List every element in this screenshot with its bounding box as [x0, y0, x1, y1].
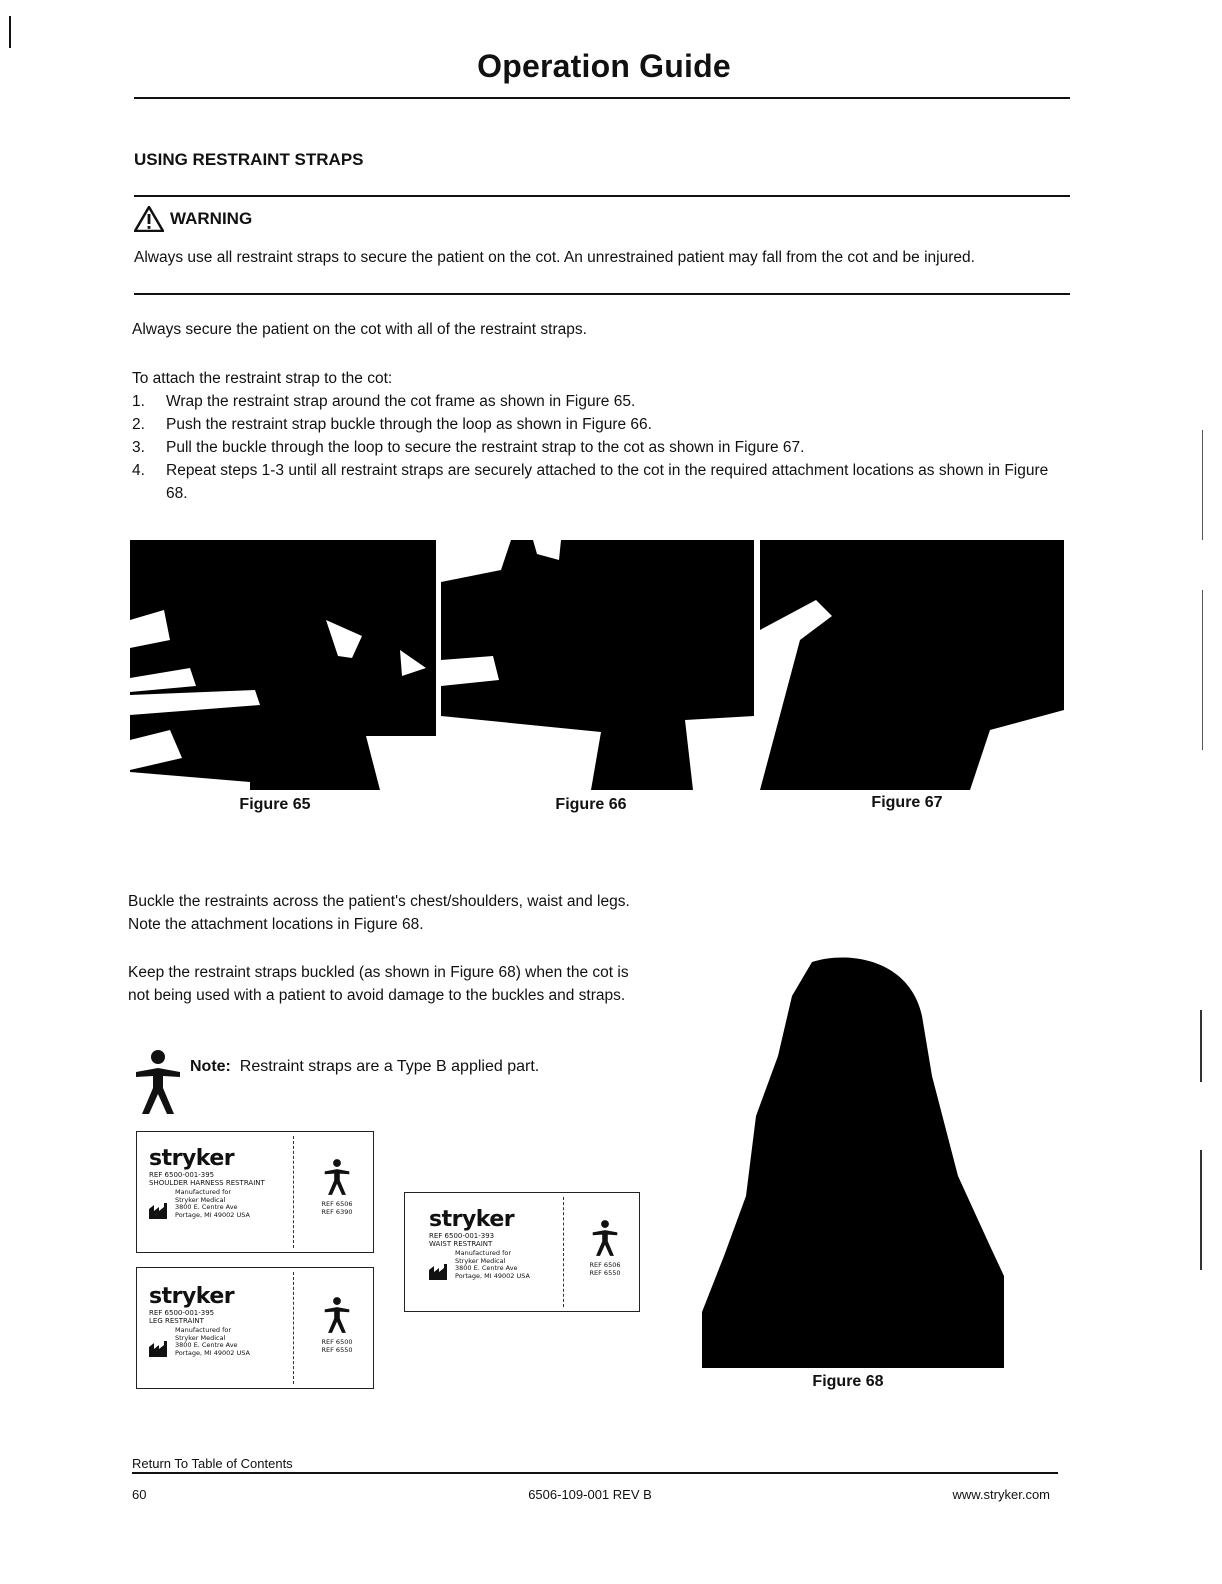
- label-ref: REF 6500-001-395: [149, 1171, 215, 1179]
- figure-66-caption: Figure 66: [555, 796, 627, 813]
- label-mfr-line: 3800 E. Centre Ave: [175, 1341, 238, 1349]
- shoulder-harness-label-card: [136, 1131, 374, 1253]
- label-product: SHOULDER HARNESS RESTRAINT: [149, 1179, 265, 1187]
- keep-buckled-paragraph: Keep the restraint straps buckled (as shown in Figure 68) when the cot is not being used with a patient to avoid damage to the buckles and straps.: [128, 964, 629, 1004]
- type-b-applied-part-icon: [323, 1158, 351, 1196]
- warning-bottom-rule: [134, 293, 1070, 295]
- figure-67-image: [760, 540, 1064, 790]
- page-number: 60: [132, 1487, 147, 1502]
- label-ref-right: REF 6390: [321, 1207, 353, 1216]
- label-product: LEG RESTRAINT: [149, 1317, 204, 1325]
- section-heading: USING RESTRAINT STRAPS: [134, 150, 364, 169]
- label-ref: REF 6500-001-395: [149, 1309, 215, 1317]
- label-ref-right: REF 6500: [321, 1338, 353, 1346]
- label-ref-right: REF 6550: [589, 1268, 621, 1277]
- manufacturer-icon: [149, 1341, 171, 1357]
- list-item: 2. Push the restraint strap buckle through the loop as shown in Figure 66.: [132, 416, 652, 433]
- label-mfr-line: Stryker Medical: [175, 1333, 226, 1342]
- stryker-brand: stryker: [149, 1146, 235, 1171]
- label-divider: [563, 1197, 564, 1307]
- steps-lead: To attach the restraint strap to the cot:: [132, 370, 393, 387]
- stryker-brand: stryker: [429, 1207, 515, 1232]
- label-mfr-line: Portage, MI 49002 USA: [175, 1210, 250, 1219]
- warning-label: WARNING: [170, 209, 253, 228]
- scan-edge-mark: [1200, 1150, 1202, 1270]
- document-number: 6506-109-001 REV B: [528, 1487, 652, 1502]
- label-mfr-line: Portage, MI 49002 USA: [455, 1271, 530, 1280]
- label-mfr-line: Manufactured for: [455, 1249, 512, 1257]
- figure-65-caption: Figure 65: [239, 796, 311, 813]
- warning-triangle-icon: [134, 206, 164, 232]
- note-body: Restraint straps are a Type B applied part.: [239, 1058, 540, 1075]
- label-product: WAIST RESTRAINT: [429, 1240, 493, 1248]
- intro-paragraph: Always secure the patient on the cot with all of the restraint straps.: [132, 321, 587, 338]
- label-mfr-line: Manufactured for: [175, 1188, 232, 1196]
- label-mfr-line: Stryker Medical: [175, 1195, 226, 1204]
- scan-edge-mark: [1202, 430, 1203, 540]
- scan-edge-mark: [1202, 590, 1203, 750]
- manufacturer-icon: [429, 1264, 451, 1280]
- note-label: Note:: [190, 1058, 231, 1075]
- scan-edge-mark: [1200, 1010, 1202, 1082]
- waist-restraint-label-card: [404, 1192, 640, 1312]
- leg-restraint-label-card: [136, 1267, 374, 1389]
- figure-68-caption: Figure 68: [812, 1373, 884, 1390]
- type-b-applied-part-icon: [134, 1048, 182, 1116]
- list-item: 1. Wrap the restraint strap around the cot frame as shown in Figure 65.: [132, 393, 636, 410]
- figure-65-image: [130, 540, 436, 790]
- label-mfr-line: Stryker Medical: [455, 1256, 506, 1265]
- warning-top-rule: [134, 195, 1070, 197]
- steps-list: [132, 390, 1070, 505]
- website-url[interactable]: www.stryker.com: [952, 1487, 1050, 1502]
- warning-text: Always use all restraint straps to secure the patient on the cot. An unrestrained patient may fall from the cot and be injured.: [134, 249, 975, 266]
- note-row: [134, 1048, 539, 1116]
- label-mfr-line: 3800 E. Centre Ave: [175, 1203, 238, 1211]
- label-divider: [293, 1136, 294, 1248]
- type-b-applied-part-icon: [323, 1296, 351, 1334]
- label-ref-right: REF 6506: [589, 1261, 621, 1269]
- manufacturer-icon: [149, 1203, 171, 1219]
- label-mfr-line: Portage, MI 49002 USA: [175, 1348, 250, 1357]
- buckle-paragraph: Buckle the restraints across the patient's chest/shoulders, waist and legs. Note the attachment locations in Figure 68.: [128, 893, 630, 933]
- list-item: 4. Repeat steps 1-3 until all restraint straps are securely attached to the cot in the required attachment locations as shown in Figure 68.: [132, 462, 1049, 502]
- stryker-brand: stryker: [149, 1284, 235, 1309]
- header-rule: [134, 97, 1070, 99]
- figure-66-image: [441, 540, 754, 790]
- note-text: [190, 1058, 539, 1076]
- footer-rule: [132, 1472, 1058, 1474]
- label-divider: [293, 1272, 294, 1384]
- label-ref-right: REF 6506: [321, 1200, 353, 1208]
- label-ref: REF 6500-001-393: [429, 1232, 495, 1240]
- label-ref-right: REF 6550: [321, 1345, 353, 1354]
- label-mfr-line: 3800 E. Centre Ave: [455, 1264, 518, 1272]
- warning-header: [134, 206, 252, 232]
- figure-68-image: [700, 956, 1008, 1370]
- list-item: 3. Pull the buckle through the loop to secure the restraint strap to the cot as shown in Figure 67.: [132, 439, 805, 456]
- label-mfr-line: Manufactured for: [175, 1326, 232, 1334]
- figure-67-caption: Figure 67: [871, 794, 943, 811]
- type-b-applied-part-icon: [591, 1219, 619, 1257]
- return-to-toc-link[interactable]: Return To Table of Contents: [132, 1456, 293, 1471]
- page-title: Operation Guide: [477, 48, 731, 84]
- scan-edge-mark: [9, 16, 11, 48]
